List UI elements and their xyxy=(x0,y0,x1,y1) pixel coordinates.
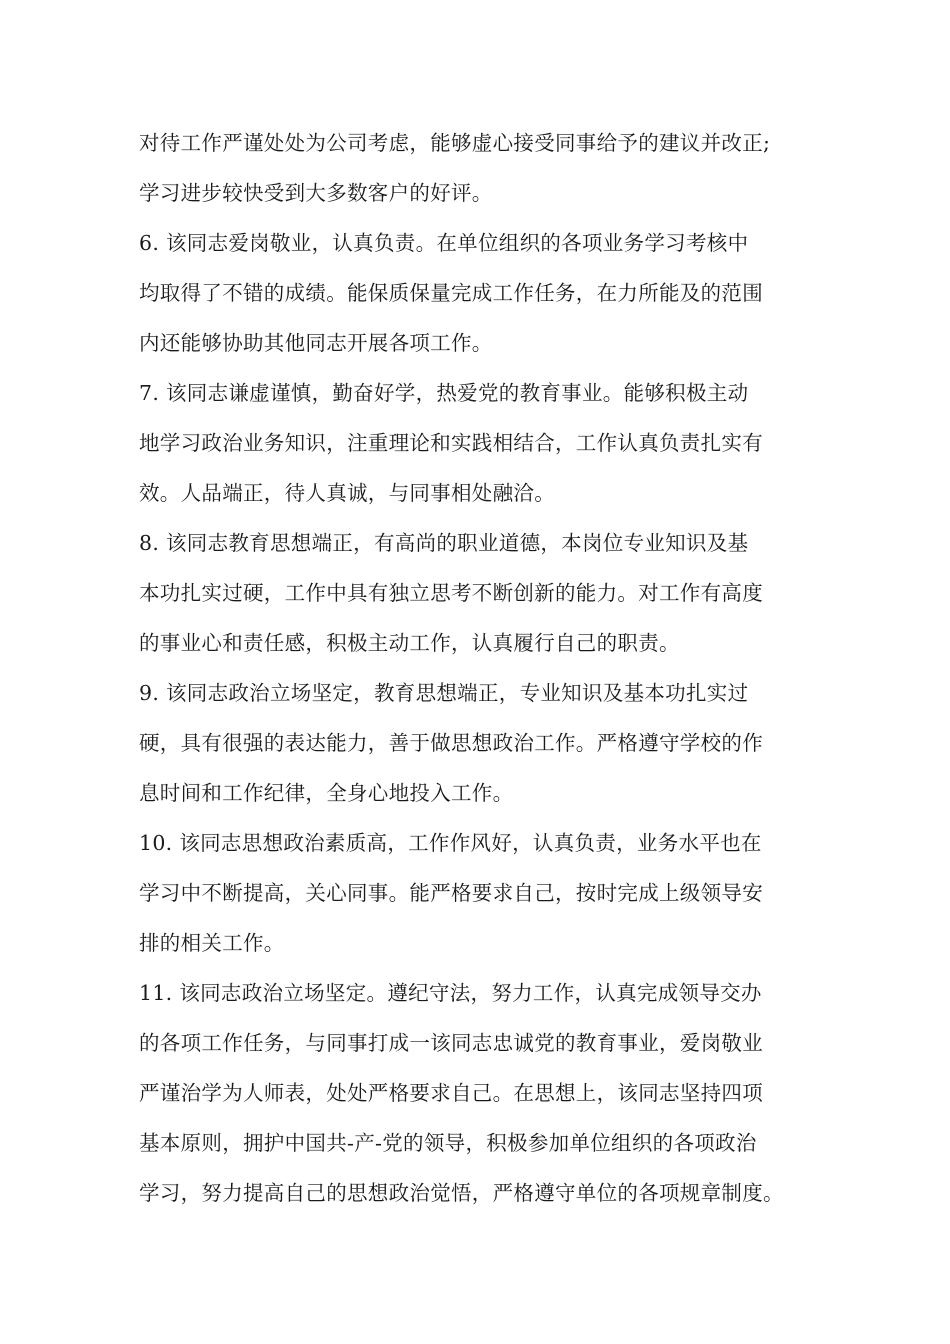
text-line: 的各项工作任务，与同事打成一该同志忠诚党的教育事业，爱岗敬业 xyxy=(139,1031,763,1055)
text-line: 基本原则，拥护中国共-产-党的领导，积极参加单位组织的各项政治 xyxy=(139,1131,757,1155)
text-line: 排的相关工作。 xyxy=(139,931,285,955)
text-line: 内还能够协助其他同志开展各项工作。 xyxy=(139,331,493,355)
text-line: 10. 该同志思想政治素质高，工作作风好，认真负责，业务水平也在 xyxy=(139,831,762,855)
text-line: 学习进步较快受到大多数客户的好评。 xyxy=(139,181,493,205)
text-line: 7. 该同志谦虚谨慎，勤奋好学，热爱党的教育事业。能够积极主动 xyxy=(139,381,749,405)
text-line: 9. 该同志政治立场坚定，教育思想端正，专业知识及基本功扎实过 xyxy=(139,681,749,705)
text-line: 硬，具有很强的表达能力，善于做思想政治工作。严格遵守学校的作 xyxy=(139,731,763,755)
text-line: 严谨治学为人师表，处处严格要求自己。在思想上，该同志坚持四项 xyxy=(139,1081,763,1105)
text-line: 8. 该同志教育思想端正，有高尚的职业道德，本岗位专业知识及基 xyxy=(139,531,749,555)
text-line: 本功扎实过硬，工作中具有独立思考不断创新的能力。对工作有高度 xyxy=(139,581,763,605)
text-line: 地学习政治业务知识，注重理论和实践相结合，工作认真负责扎实有 xyxy=(139,431,763,455)
text-line: 学习，努力提高自己的思想政治觉悟，严格遵守单位的各项规章制度。 xyxy=(139,1181,784,1205)
text-line: 6. 该同志爱岗敬业，认真负责。在单位组织的各项业务学习考核中 xyxy=(139,231,749,255)
text-line: 11. 该同志政治立场坚定。遵纪守法，努力工作，认真完成领导交办 xyxy=(139,981,762,1005)
text-line: 息时间和工作纪律，全身心地投入工作。 xyxy=(139,781,514,805)
text-line: 均取得了不错的成绩。能保质保量完成工作任务，在力所能及的范围 xyxy=(139,281,763,305)
text-line: 学习中不断提高，关心同事。能严格要求自己，按时完成上级领导安 xyxy=(139,881,763,905)
document-body xyxy=(139,118,829,1218)
text-line: 的事业心和责任感，积极主动工作，认真履行自己的职责。 xyxy=(139,631,680,655)
text-line: 对待工作严谨处处为公司考虑，能够虚心接受同事给予的建议并改正; xyxy=(139,131,771,155)
text-line: 效。人品端正，待人真诚，与同事相处融洽。 xyxy=(139,481,555,505)
